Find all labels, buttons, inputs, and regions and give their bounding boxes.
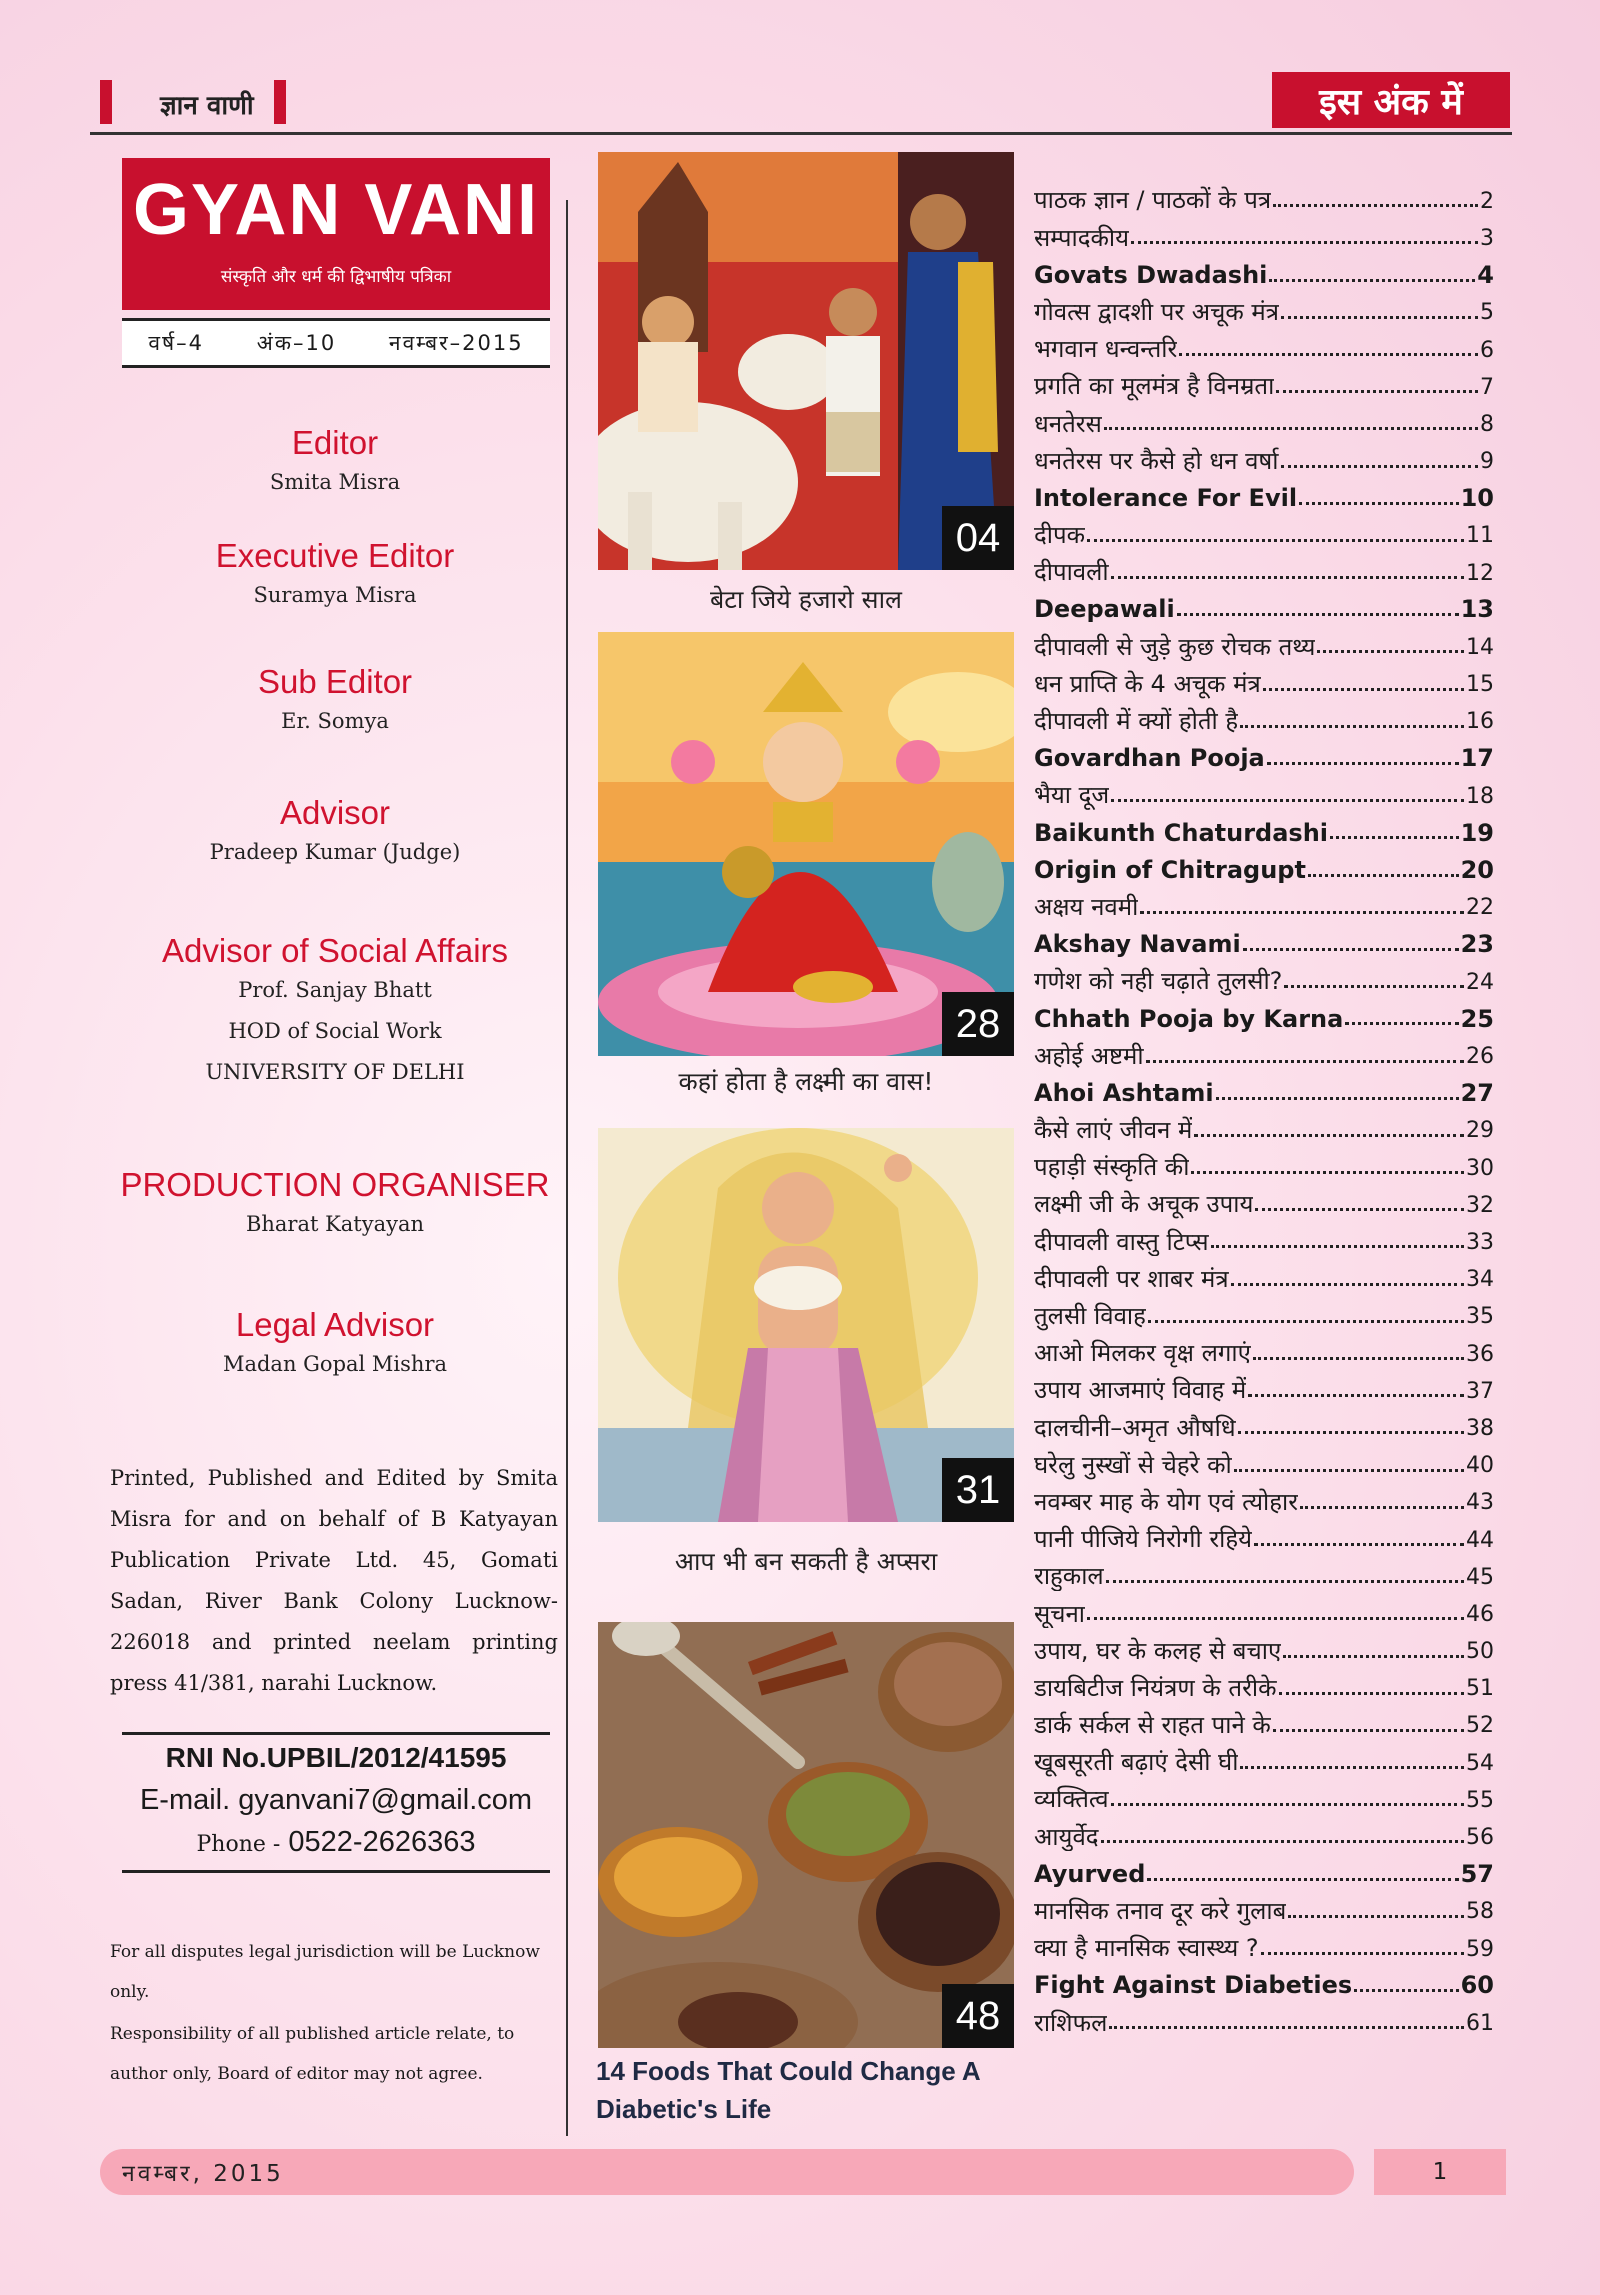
toc-entry[interactable]: [1034, 810, 1494, 847]
toc-entry[interactable]: [1034, 661, 1494, 698]
toc-entry[interactable]: [1034, 1480, 1494, 1517]
toc-entry[interactable]: [1034, 1071, 1494, 1108]
toc-entry-title: Fight Against Diabeties: [1034, 1971, 1353, 2000]
toc-entry-page: 61: [1466, 2010, 1494, 2036]
toc-leader-dots: [1254, 1543, 1464, 1546]
toc-leader-dots: [1263, 688, 1464, 691]
toc-entry[interactable]: [1034, 1442, 1494, 1479]
toc-entry-page: 29: [1466, 1118, 1494, 1144]
toc-entry-title: दालचीनी–अमृत औषधि: [1034, 1413, 1236, 1442]
toc-leader-dots: [1131, 241, 1478, 244]
toc-entry-title: डायबिटीज नियंत्रण के तरीके: [1034, 1673, 1277, 1702]
toc-leader-dots: [1330, 836, 1459, 839]
column-divider: [566, 200, 568, 2136]
toc-entry[interactable]: [1034, 773, 1494, 810]
toc-entry[interactable]: [1034, 1405, 1494, 1442]
toc-entry-title: Ahoi Ashtami: [1034, 1078, 1214, 1107]
toc-entry-page: 59: [1466, 1936, 1494, 1962]
toc-entry[interactable]: [1034, 1145, 1494, 1182]
staff-name: UNIVERSITY OF DELHI: [205, 1060, 465, 1084]
toc-leader-dots: [1345, 1022, 1458, 1025]
masthead-title: GYAN VANI: [132, 170, 540, 250]
toc-entry-page: 15: [1466, 672, 1494, 698]
toc-leader-dots: [1148, 1320, 1464, 1323]
toc-leader-dots: [1281, 316, 1478, 319]
staff-executive-editor: [90, 537, 580, 616]
toc-entry-page: 55: [1466, 1787, 1494, 1813]
staff-name: Pradeep Kumar (Judge): [209, 840, 461, 864]
phone-number: 0522-2626363: [288, 1826, 476, 1858]
feature-image-apsara[interactable]: [598, 1128, 1014, 1522]
toc-entry-title: दीपावली: [1034, 558, 1109, 587]
toc-entry[interactable]: [1034, 624, 1494, 661]
toc-entry-title: भैया दूज: [1034, 781, 1110, 810]
toc-entry[interactable]: [1034, 1368, 1494, 1405]
toc-entry[interactable]: [1034, 1294, 1494, 1331]
toc-leader-dots: [1273, 1729, 1464, 1732]
toc-entry-page: 3: [1480, 225, 1494, 251]
toc-entry[interactable]: [1034, 327, 1494, 364]
toc-leader-dots: [1308, 874, 1459, 877]
toc-leader-dots: [1101, 1840, 1464, 1843]
toc-leader-dots: [1111, 1803, 1464, 1806]
toc-entry-title: आओ मिलकर वृक्ष लगाएं: [1034, 1339, 1251, 1368]
toc-entry-title: Ayurved: [1034, 1859, 1146, 1888]
footer-date: नवम्बर, 2015: [122, 2161, 284, 2187]
toc-entry[interactable]: [1034, 736, 1494, 773]
staff-name: Bharat Katyayan: [245, 1212, 425, 1236]
staff-role: Advisor of Social Affairs: [161, 932, 509, 969]
toc-entry-page: 57: [1460, 1859, 1494, 1888]
staff-name: Suramya Misra: [253, 583, 417, 607]
toc-entry[interactable]: [1034, 996, 1494, 1033]
magazine-name-header: ज्ञान वाणी: [160, 91, 254, 121]
masthead-subtitle: संस्कृति और धर्म की द्विभाषीय पत्रिका: [220, 267, 452, 287]
toc-leader-dots: [1288, 1915, 1464, 1918]
toc-entry-title: अक्षय नवमी: [1034, 892, 1139, 921]
toc-entry[interactable]: [1034, 438, 1494, 475]
footer-date-bar: [100, 2149, 1354, 2195]
toc-entry-title: उपाय आजमाएं विवाह में: [1034, 1376, 1247, 1405]
page-badge: 28: [942, 992, 1014, 1056]
toc-leader-dots: [1109, 2026, 1464, 2029]
toc-entry-title: धन प्राप्ति के 4 अचूक मंत्र: [1034, 669, 1261, 698]
staff-role: Executive Editor: [215, 537, 455, 574]
staff-production-organiser: [90, 1166, 580, 1245]
toc-entry-page: 56: [1466, 1825, 1494, 1851]
toc-entry-page: 26: [1466, 1044, 1494, 1070]
toc-leader-dots: [1354, 1989, 1458, 1992]
toc-leader-dots: [1269, 279, 1475, 282]
divider: [122, 1870, 550, 1873]
toc-leader-dots: [1087, 1617, 1464, 1620]
header-bar-right: [274, 80, 286, 124]
toc-entry[interactable]: [1034, 2000, 1494, 2037]
responsibility-note: Responsibility of all published article relate, to author only, Board of editor may not agree.: [110, 2024, 515, 2084]
toc-entry-page: 24: [1466, 969, 1494, 995]
staff-name: Er. Somya: [281, 709, 389, 733]
header-bar-left: [100, 80, 112, 124]
toc-entry-page: 8: [1480, 411, 1494, 437]
toc-leader-dots: [1248, 1394, 1464, 1397]
staff-name: Prof. Sanjay Bhatt: [238, 978, 432, 1002]
toc-entry-title: राशिफल: [1034, 2008, 1108, 2037]
feature-caption: आप भी बन सकती है अप्सरा: [674, 1547, 938, 1576]
toc-entry-title: दीपावली में क्यों होती है: [1034, 707, 1239, 736]
toc-entry-page: 16: [1466, 709, 1494, 735]
toc-entry-page: 51: [1466, 1676, 1494, 1702]
staff-name: HOD of Social Work: [228, 1019, 442, 1043]
toc-leader-dots: [1087, 539, 1464, 542]
toc-entry-title: Akshay Navami: [1034, 930, 1241, 959]
toc-entry-title: गोवत्स द्वादशी पर अचूक मंत्र: [1034, 297, 1280, 326]
toc-entry-title: पहाड़ी संस्कृति की: [1034, 1153, 1190, 1182]
toc-entry-title: लक्ष्मी जी के अचूक उपाय: [1034, 1190, 1254, 1219]
toc-entry-page: 52: [1466, 1713, 1494, 1739]
toc-leader-dots: [1191, 1171, 1464, 1174]
staff-legal-advisor: [90, 1306, 580, 1385]
toc-leader-dots: [1231, 1283, 1464, 1286]
toc-entry-title: क्या है मानसिक स्वास्थ्य ?: [1034, 1934, 1259, 1963]
toc-leader-dots: [1261, 1952, 1464, 1955]
issue-year: वर्ष–4: [148, 331, 205, 355]
toc-entry[interactable]: [1034, 922, 1494, 959]
toc-leader-dots: [1240, 1766, 1464, 1769]
toc-entry-title: दीपावली वास्तु टिप्स: [1034, 1227, 1209, 1256]
toc-entry-page: 12: [1466, 560, 1494, 586]
toc-entry[interactable]: [1034, 1256, 1494, 1293]
toc-entry-page: 20: [1460, 855, 1494, 884]
toc-entry-title: गणेश को नही चढ़ाते तुलसी?: [1034, 967, 1283, 996]
toc-entry[interactable]: [1034, 1331, 1494, 1368]
toc-leader-dots: [1273, 204, 1478, 207]
toc-entry-title: उपाय, घर के कलह से बचाए: [1034, 1636, 1282, 1665]
toc-entry-page: 25: [1460, 1004, 1494, 1033]
toc-entry-title: दीपावली से जुड़े कुछ रोचक तथ्य: [1034, 632, 1316, 661]
toc-entry-page: 17: [1460, 744, 1494, 773]
toc-entry[interactable]: [1034, 1591, 1494, 1628]
toc-entry[interactable]: [1034, 550, 1494, 587]
toc-leader-dots: [1211, 1245, 1464, 1248]
toc-entry-page: 46: [1466, 1601, 1494, 1627]
toc-entry[interactable]: [1034, 1777, 1494, 1814]
toc-entry-page: 27: [1460, 1078, 1494, 1107]
toc-entry-title: खूबसूरती बढ़ाएं देसी घी: [1034, 1748, 1239, 1777]
toc-entry-title: भगवान धन्वन्तरि: [1034, 335, 1178, 364]
toc-entry[interactable]: [1034, 401, 1494, 438]
toc-entry-page: 36: [1466, 1341, 1494, 1367]
toc-leader-dots: [1147, 1878, 1458, 1881]
toc-leader-dots: [1279, 1692, 1464, 1695]
staff-editor: [90, 424, 580, 503]
toc-leader-dots: [1177, 613, 1459, 616]
toc-entry-page: 38: [1466, 1415, 1494, 1441]
imprint-text: Printed, Published and Edited by Smita Misra for and on behalf of B Katyayan Publication Private Ltd. 45, Gomati Sadan, River Bank Colony Lucknow-226018 and printed neelam printing press 41/381, narahi Lucknow.: [110, 1466, 558, 1695]
toc-entry-page: 22: [1466, 895, 1494, 921]
feature-caption: कहां होता है लक्ष्मी का वास!: [678, 1067, 934, 1096]
toc-leader-dots: [1267, 762, 1459, 765]
toc-entry[interactable]: [1034, 1033, 1494, 1070]
toc-entry-page: 9: [1480, 449, 1494, 475]
page-number: 1: [1432, 2159, 1448, 2185]
toc-entry-title: Intolerance For Evil: [1034, 483, 1298, 512]
toc-entry[interactable]: [1034, 1182, 1494, 1219]
toc-entry-page: 2: [1480, 188, 1494, 214]
toc-entry-page: 35: [1466, 1304, 1494, 1330]
toc-entry[interactable]: [1034, 252, 1494, 289]
feature-image-lakshmi[interactable]: [598, 632, 1014, 1056]
toc-leader-dots: [1194, 1134, 1464, 1137]
toc-entry[interactable]: [1034, 1851, 1494, 1888]
toc-entry-title: मानसिक तनाव दूर करे गुलाब: [1034, 1897, 1287, 1926]
staff-role: Legal Advisor: [235, 1306, 435, 1343]
toc-entry-title: Chhath Pooja by Karna: [1034, 1004, 1344, 1033]
toc-leader-dots: [1111, 799, 1464, 802]
footer-page-number: [1374, 2149, 1506, 2195]
toc-entry-page: 43: [1466, 1490, 1494, 1516]
staff-name: Madan Gopal Mishra: [222, 1352, 448, 1376]
divider: [122, 1732, 550, 1735]
toc-leader-dots: [1276, 390, 1478, 393]
toc-entry-page: 37: [1466, 1378, 1494, 1404]
issue-number: अंक–10: [256, 331, 337, 355]
toc-entry[interactable]: [1034, 959, 1494, 996]
toc-entry-title: पानी पीजिये निरोगी रहिये: [1034, 1525, 1253, 1554]
toc-entry-page: 4: [1477, 260, 1494, 289]
toc-leader-dots: [1216, 1097, 1459, 1100]
toc-entry[interactable]: [1034, 699, 1494, 736]
toc-leader-dots: [1299, 502, 1459, 505]
toc-entry-page: 50: [1466, 1639, 1494, 1665]
phone-label: Phone -: [196, 1832, 281, 1857]
toc-leader-dots: [1255, 1208, 1464, 1211]
toc-entry[interactable]: [1034, 1740, 1494, 1777]
header-rule: [90, 132, 1512, 135]
toc-entry[interactable]: [1034, 513, 1494, 550]
toc-entry[interactable]: [1034, 1926, 1494, 1963]
toc-entry[interactable]: [1034, 587, 1494, 624]
page-badge: 04: [942, 506, 1014, 570]
toc-entry[interactable]: [1034, 1219, 1494, 1256]
toc-entry-page: 6: [1480, 337, 1494, 363]
toc-entry-title: Origin of Chitragupt: [1034, 855, 1306, 884]
toc-entry[interactable]: [1034, 1889, 1494, 1926]
toc-entry-page: 44: [1466, 1527, 1494, 1553]
toc-entry-title: घरेलु नुस्खों से चेहरे को: [1034, 1450, 1232, 1479]
toc-entry-title: व्यक्तित्व: [1034, 1785, 1109, 1814]
toc-entry[interactable]: [1034, 1108, 1494, 1145]
toc-entry-title: सूचना: [1034, 1599, 1085, 1628]
toc-entry-page: 10: [1460, 483, 1494, 512]
rni-number: RNI No.UPBIL/2012/41595: [165, 1742, 507, 1773]
toc-entry-title: दीपक: [1034, 521, 1086, 550]
toc-entry[interactable]: [1034, 1666, 1494, 1703]
issue-info: [122, 318, 550, 368]
feature-image-cow[interactable]: [598, 152, 1014, 570]
toc-entry-title: आयुर्वेद: [1034, 1822, 1099, 1851]
toc-entry-page: 54: [1466, 1750, 1494, 1776]
toc-entry-title: डार्क सर्कल से राहत पाने के: [1034, 1711, 1271, 1740]
toc-entry-title: धनतेरस पर कैसे हो धन वर्षा: [1034, 446, 1279, 475]
toc-entry-title: Govats Dwadashi: [1034, 260, 1268, 289]
toc-entry[interactable]: [1034, 1517, 1494, 1554]
toc-entry-page: 30: [1466, 1155, 1494, 1181]
toc-leader-dots: [1300, 1506, 1464, 1509]
toc-leader-dots: [1106, 1580, 1464, 1583]
toc-leader-dots: [1253, 1357, 1464, 1360]
toc-leader-dots: [1317, 650, 1464, 653]
toc-entry-title: दीपावली पर शाबर मंत्र: [1034, 1264, 1229, 1293]
contents-heading: इस अंक में: [1272, 72, 1510, 128]
toc-entry-title: कैसे लाएं जीवन में: [1034, 1116, 1193, 1145]
toc-entry-page: 13: [1460, 595, 1494, 624]
toc-entry[interactable]: [1034, 290, 1494, 327]
toc-entry-title: राहुकाल: [1034, 1562, 1104, 1591]
staff-social-affairs-advisor: [90, 932, 580, 1093]
toc-entry-page: 60: [1460, 1971, 1494, 2000]
toc-entry[interactable]: [1034, 1814, 1494, 1851]
toc-entry-page: 23: [1460, 930, 1494, 959]
toc-entry[interactable]: [1034, 885, 1494, 922]
toc-leader-dots: [1240, 725, 1464, 728]
toc-entry-page: 34: [1466, 1267, 1494, 1293]
staff-role: Sub Editor: [257, 663, 413, 700]
email: E-mail. gyanvani7@gmail.com: [139, 1784, 533, 1816]
toc-entry[interactable]: [1034, 476, 1494, 513]
toc-entry-page: 58: [1466, 1899, 1494, 1925]
phone: [122, 1826, 550, 1859]
feature-caption: 14 Foods That Could Change A Diabetic's Life: [596, 2056, 980, 2124]
toc-leader-dots: [1179, 353, 1478, 356]
toc-leader-dots: [1104, 427, 1478, 430]
feature-image-spices[interactable]: [598, 1622, 1014, 2048]
toc-entry[interactable]: [1034, 178, 1494, 215]
toc-entry[interactable]: [1034, 1554, 1494, 1591]
staff-name: Smita Misra: [269, 470, 401, 494]
issue-date: नवम्बर–2015: [388, 331, 524, 355]
toc-entry-page: 45: [1466, 1564, 1494, 1590]
toc-entry-title: नवम्बर माह के योग एवं त्योहार: [1034, 1487, 1299, 1516]
toc-leader-dots: [1238, 1431, 1464, 1434]
jurisdiction-note: For all disputes legal jurisdiction will be Lucknow only.: [110, 1942, 540, 2002]
toc-entry-title: Govardhan Pooja: [1034, 744, 1265, 773]
staff-sub-editor: [90, 663, 580, 742]
toc-leader-dots: [1243, 948, 1459, 951]
toc-entry[interactable]: [1034, 1628, 1494, 1665]
toc-entry-title: Deepawali: [1034, 595, 1175, 624]
staff-role: PRODUCTION ORGANISER: [120, 1166, 550, 1203]
toc-leader-dots: [1281, 465, 1478, 468]
toc-entry-page: 7: [1480, 374, 1494, 400]
toc-entry-title: धनतेरस: [1034, 409, 1102, 438]
toc-entry-page: 19: [1460, 818, 1494, 847]
toc-entry-title: तुलसी विवाह: [1034, 1302, 1146, 1331]
toc-entry-page: 40: [1466, 1453, 1494, 1479]
toc-entry[interactable]: [1034, 364, 1494, 401]
toc-leader-dots: [1140, 911, 1464, 914]
toc-leader-dots: [1234, 1469, 1464, 1472]
page-badge: 31: [942, 1458, 1014, 1522]
masthead-logo: [122, 158, 550, 310]
toc-entry-title: अहोई अष्टमी: [1034, 1041, 1144, 1070]
toc-leader-dots: [1111, 576, 1464, 579]
toc-entry[interactable]: [1034, 215, 1494, 252]
staff-role: Editor: [291, 424, 379, 461]
toc-entry-page: 18: [1466, 783, 1494, 809]
toc-entry-page: 14: [1466, 635, 1494, 661]
toc-entry-page: 5: [1480, 300, 1494, 326]
toc-entry-title: सम्पादकीय: [1034, 223, 1130, 252]
toc-entry-title: Baikunth Chaturdashi: [1034, 818, 1329, 847]
toc-entry-title: प्रगति का मूलमंत्र है विनम्रता: [1034, 372, 1275, 401]
toc-leader-dots: [1146, 1060, 1464, 1063]
toc-entry-page: 11: [1466, 523, 1494, 549]
toc-entry[interactable]: [1034, 1963, 1494, 2000]
table-of-contents: [1034, 178, 1494, 2037]
toc-entry[interactable]: [1034, 1703, 1494, 1740]
staff-advisor: [90, 794, 580, 873]
toc-leader-dots: [1284, 985, 1464, 988]
toc-entry[interactable]: [1034, 847, 1494, 884]
toc-entry-page: 33: [1466, 1230, 1494, 1256]
toc-entry-title: पाठक ज्ञान / पाठकों के पत्र: [1034, 186, 1272, 215]
toc-leader-dots: [1283, 1655, 1464, 1658]
page-badge: 48: [942, 1984, 1014, 2048]
staff-role: Advisor: [279, 794, 391, 831]
toc-entry-page: 32: [1466, 1192, 1494, 1218]
feature-caption: बेटा जिये हजारो साल: [709, 585, 903, 614]
